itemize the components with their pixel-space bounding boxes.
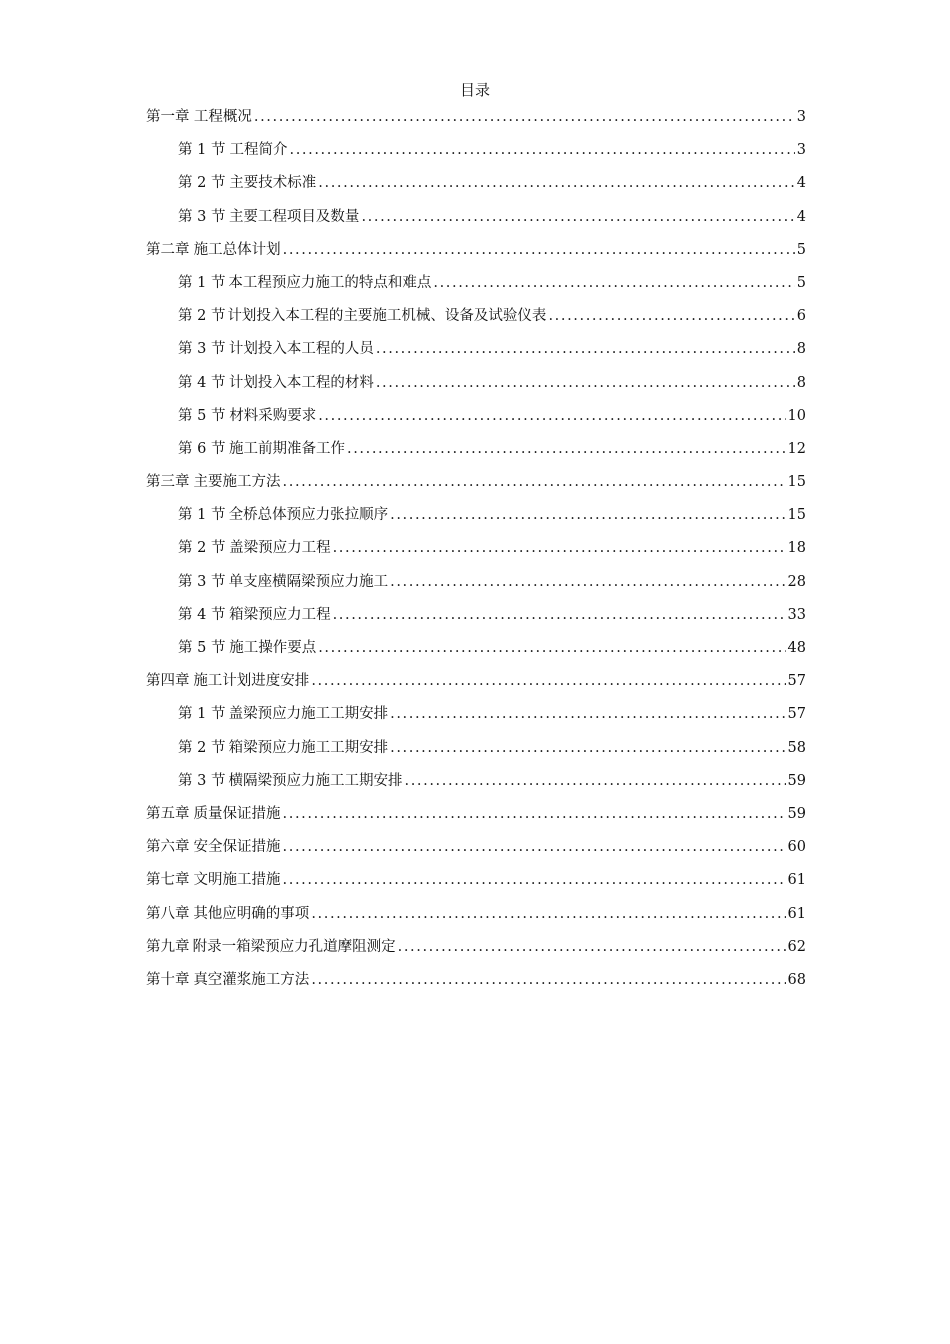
toc-entry-number: 第 1 节 (178, 706, 226, 723)
toc-entry-title: 文明施工措施 (193, 872, 281, 889)
toc-page-number: 68 (787, 971, 806, 988)
toc-dot-leader (283, 240, 795, 260)
toc-title: 目录 (459, 81, 490, 99)
toc-page-number: 59 (787, 772, 806, 789)
toc-entry-title: 安全保证措施 (193, 839, 281, 856)
toc-page-number: 8 (796, 374, 806, 391)
toc-entry-title: 附录一箱梁预应力孔道摩阻测定 (192, 938, 396, 955)
toc-entry-number: 第 2 节 (178, 540, 226, 557)
toc-dot-leader (390, 505, 785, 525)
toc-dot-leader (311, 970, 785, 990)
toc-entry-number: 第 5 节 (178, 407, 226, 424)
toc-entry-title: 箱梁预应力工程 (229, 606, 331, 623)
toc-entry-number: 第 1 节 (178, 142, 226, 159)
toc-section-entry[interactable] (146, 306, 806, 339)
toc-entry-number: 第 3 节 (178, 573, 226, 590)
toc-entry-title: 工程简介 (229, 142, 288, 159)
toc-section-entry[interactable] (146, 572, 806, 605)
toc-entry-number: 第一章 (146, 109, 190, 125)
toc-entry-title: 质量保证措施 (193, 805, 281, 822)
toc-entry-title: 计划投入本工程的主要施工机械、设备及试验仪表 (227, 308, 547, 325)
toc-entry-title: 横隔梁预应力施工工期安排 (228, 772, 403, 789)
toc-list (146, 107, 806, 1003)
toc-dot-leader (548, 306, 794, 326)
toc-entry-title: 材料采购要求 (229, 407, 317, 424)
toc-entry-number: 第 3 节 (178, 341, 226, 358)
toc-entry-title: 本工程预应力施工的特点和难点 (228, 274, 432, 291)
toc-entry-number: 第七章 (146, 872, 190, 889)
toc-entry-title: 盖梁预应力施工工期安排 (228, 706, 389, 723)
toc-entry-title: 主要技术标准 (229, 175, 317, 192)
toc-section-entry[interactable] (146, 439, 806, 472)
toc-dot-leader (254, 107, 795, 127)
toc-chapter-entry[interactable] (146, 472, 806, 505)
toc-section-entry[interactable] (146, 173, 806, 206)
toc-entry-title: 工程概况 (193, 109, 252, 125)
toc-entry-number: 第 3 节 (178, 772, 226, 789)
toc-entry-number: 第二章 (146, 241, 190, 258)
toc-dot-leader (311, 904, 785, 924)
toc-chapter-entry[interactable] (146, 671, 806, 704)
toc-page-number: 4 (796, 175, 806, 192)
toc-page-number: 5 (796, 241, 806, 258)
toc-section-entry[interactable] (146, 339, 806, 372)
toc-chapter-entry[interactable] (146, 904, 806, 937)
toc-page-number: 8 (796, 341, 806, 358)
toc-entry-title: 真空灌浆施工方法 (193, 971, 310, 988)
toc-chapter-entry[interactable] (146, 837, 806, 870)
toc-section-entry[interactable] (146, 207, 806, 240)
toc-chapter-entry[interactable] (146, 937, 806, 970)
toc-page-number: 4 (796, 208, 806, 225)
toc-page-number: 15 (787, 507, 806, 524)
toc-entry-number: 第 3 节 (178, 208, 226, 225)
toc-entry-number: 第 4 节 (178, 606, 226, 623)
toc-entry-number: 第六章 (146, 839, 190, 856)
toc-page-number: 28 (787, 573, 806, 590)
toc-page-number: 58 (787, 739, 806, 756)
toc-dot-leader (390, 704, 785, 724)
toc-dot-leader (318, 638, 785, 658)
toc-page-number: 60 (787, 839, 806, 856)
toc-section-entry[interactable] (146, 738, 806, 771)
toc-chapter-entry[interactable] (146, 240, 806, 273)
toc-page-number: 62 (787, 938, 806, 955)
toc-page-number: 12 (787, 440, 806, 457)
toc-entry-title: 盖梁预应力工程 (229, 540, 331, 557)
toc-dot-leader (347, 439, 786, 459)
toc-dot-leader (333, 538, 786, 558)
toc-dot-leader (283, 870, 786, 890)
toc-entry-title: 主要工程项目及数量 (228, 208, 360, 225)
toc-section-entry[interactable] (146, 373, 806, 406)
toc-entry-number: 第 5 节 (178, 640, 226, 656)
toc-chapter-entry[interactable] (146, 107, 806, 140)
toc-dot-leader (318, 406, 785, 426)
toc-entry-title: 单支座横隔梁预应力施工 (228, 573, 389, 590)
toc-entry-number: 第 1 节 (178, 274, 226, 291)
toc-chapter-entry[interactable] (146, 804, 806, 837)
toc-entry-title: 其他应明确的事项 (193, 905, 310, 922)
toc-entry-number: 第四章 (146, 673, 190, 690)
toc-dot-leader (398, 937, 786, 957)
toc-section-entry[interactable] (146, 140, 806, 173)
toc-entry-title: 主要施工方法 (193, 474, 281, 491)
toc-entry-number: 第 2 节 (178, 175, 226, 192)
toc-entry-number: 第 2 节 (178, 308, 226, 325)
toc-entry-title: 施工计划进度安排 (193, 673, 310, 690)
toc-section-entry[interactable] (146, 273, 806, 306)
toc-page-number: 61 (787, 905, 806, 922)
toc-entry-title: 计划投入本工程的人员 (228, 341, 374, 358)
toc-entry-number: 第 6 节 (178, 440, 226, 457)
toc-page-number: 3 (796, 109, 806, 125)
toc-entry-title: 全桥总体预应力张拉顺序 (228, 507, 389, 524)
toc-page-number: 57 (787, 673, 806, 690)
toc-chapter-entry[interactable] (146, 970, 806, 1003)
toc-page-number: 61 (787, 872, 806, 889)
toc-page-number: 3 (796, 142, 806, 159)
toc-dot-leader (311, 671, 785, 691)
toc-dot-leader (290, 140, 795, 160)
toc-page-number: 10 (787, 407, 806, 424)
toc-page-number: 15 (787, 474, 806, 491)
toc-chapter-entry[interactable] (146, 870, 806, 903)
toc-entry-number: 第三章 (146, 474, 190, 491)
toc-dot-leader (333, 605, 786, 625)
toc-dot-leader (390, 738, 785, 758)
toc-entry-number: 第 2 节 (178, 739, 226, 756)
toc-page-number: 48 (787, 640, 806, 656)
toc-entry-number: 第 4 节 (178, 374, 226, 391)
toc-entry-number: 第九章 (146, 938, 190, 955)
toc-dot-leader (405, 771, 786, 791)
toc-page-number: 57 (787, 706, 806, 723)
toc-dot-leader (318, 173, 794, 193)
toc-entry-number: 第十章 (146, 971, 190, 988)
toc-entry-title: 施工操作要点 (229, 640, 317, 656)
toc-section-entry[interactable] (146, 406, 806, 439)
toc-dot-leader (376, 373, 795, 393)
toc-page-number: 59 (787, 805, 806, 822)
toc-page-number: 5 (796, 274, 806, 291)
toc-entry-title: 计划投入本工程的材料 (228, 374, 374, 391)
toc-section-entry[interactable] (146, 605, 806, 638)
toc-section-entry[interactable] (146, 638, 806, 671)
toc-entry-title: 箱梁预应力施工工期安排 (228, 739, 389, 756)
toc-entry-title: 施工总体计划 (193, 241, 281, 258)
toc-dot-leader (283, 472, 786, 492)
toc-page-number: 18 (787, 540, 806, 557)
toc-entry-title: 施工前期准备工作 (228, 440, 345, 457)
toc-entry-number: 第五章 (146, 805, 190, 822)
toc-dot-leader (283, 804, 786, 824)
toc-dot-leader (361, 207, 794, 227)
toc-section-entry[interactable] (146, 704, 806, 737)
toc-section-entry[interactable] (146, 538, 806, 571)
toc-dot-leader (283, 837, 786, 857)
toc-entry-number: 第 1 节 (178, 507, 226, 524)
toc-dot-leader (376, 339, 795, 359)
toc-page-number: 33 (787, 606, 806, 623)
toc-entry-number: 第八章 (146, 905, 190, 922)
toc-page-number: 6 (796, 308, 806, 325)
toc-dot-leader (433, 273, 794, 293)
toc-section-entry[interactable] (146, 771, 806, 804)
toc-dot-leader (390, 572, 785, 592)
toc-section-entry[interactable] (146, 505, 806, 538)
